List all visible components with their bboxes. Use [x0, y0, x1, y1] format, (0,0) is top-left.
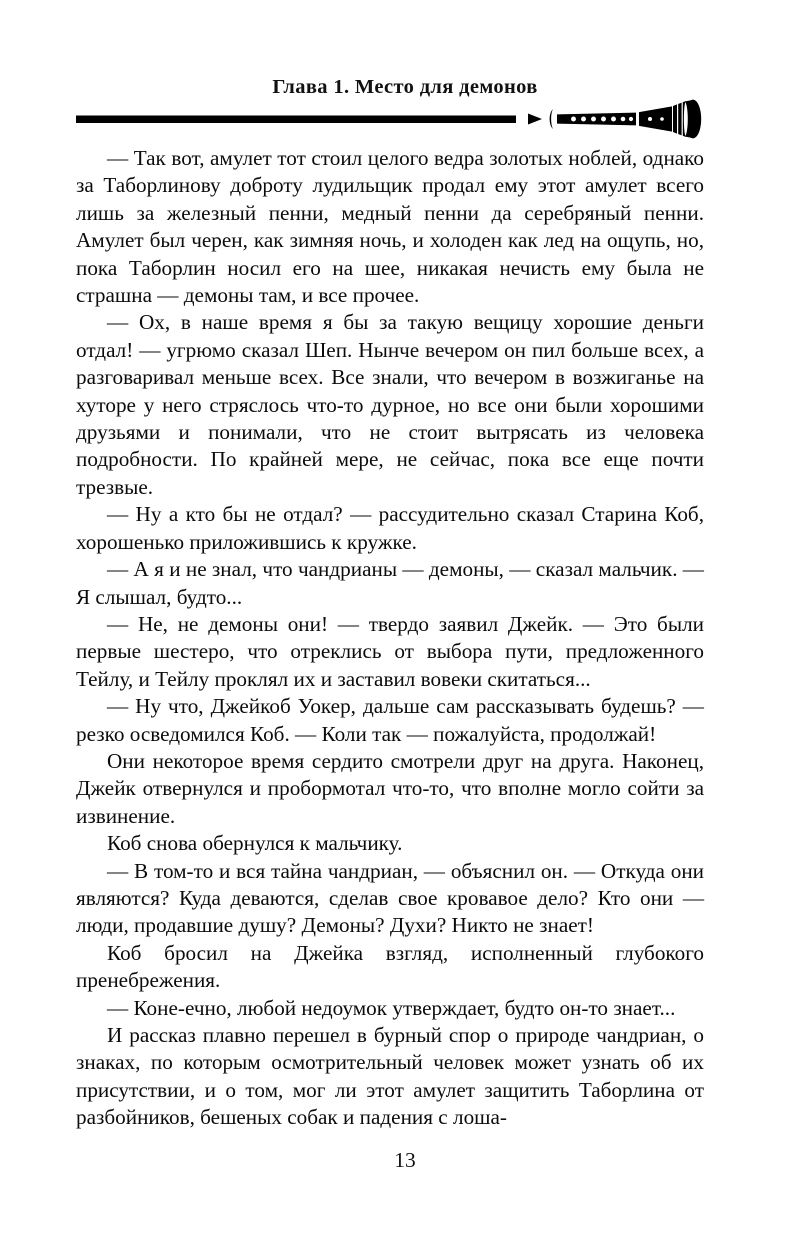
paragraph: — Так вот, амулет тот стоил целого ведра золотых ноблей, однако за Таборлинову доброту лудильщик продал ему этот амулет всего лишь за железный пенни, медный пенни да серебряный пенни. Амулет был черен, как зимняя ночь, и холоден как лед на ощупь, но, пока Таборлин носил его на шее, никакая нечисть ему была не страшна — демоны там, и все прочее.	[76, 146, 704, 308]
paragraph: И рассказ плавно перешел в бурный спор о природе чандриан, о знаках, по которым осмотрительный человек может узнать об их присутствии, и о том, мог ли этот амулет защитить Таборлина от разбойников, бешеных собак и падения с лоша-	[76, 1023, 704, 1130]
paragraph: — А я и не знал, что чандрианы — демоны, — сказал мальчик. — Я слышал, будто...	[76, 557, 704, 609]
paragraph: — Ну а кто бы не отдал? — рассудительно сказал Старина Коб, хорошенько приложившись к кружке.	[76, 502, 704, 554]
paragraph: Коб бросил на Джейка взгляд, исполненный глубокого пренебрежения.	[76, 940, 704, 993]
paragraph: — Не, не демоны они! — твердо заявил Джейк. — Это были первые шестеро, что отреклись от выбора пути, предложенного Тейлу, и Тейлу проклял их и заставил вовеки скитаться...	[76, 611, 704, 691]
body-text-column	[76, 145, 704, 1132]
woodwind-instrument-rule-ornament	[76, 96, 704, 142]
paragraph: — В том-то и вся тайна чандриан, — объяснил он. — Откуда они являются? Куда деваются, сделав свое кровавое дело? Кто они — люди, продавшие душу? Демоны? Духи? Никто не знает!	[76, 858, 704, 938]
paragraph: — Ну что, Джейкоб Уокер, дальше сам рассказывать будешь? — резко осведомился Коб. — Коли так — пожалуйста, продолжай!	[76, 694, 704, 746]
paragraph: Коб снова обернулся к мальчику.	[107, 831, 403, 856]
paragraph: — Ох, в наше время я бы за такую вещицу хорошие деньги отдал! — угрюмо сказал Шеп. Нынче вечером он пил больше всех, а разговаривал меньше всех. Все знали, что вечером в возжиганье на хуторе у него стряслось что-то дурное, но все они были хорошими друзьями и понимали, что не стоит вытрясать из человека подробности. По крайней мере, не сейчас, пока все еще почти трезвые.	[76, 310, 704, 499]
page-number: 13	[394, 1148, 416, 1172]
chapter-running-head: Глава 1. Место для демонов	[272, 76, 538, 98]
paragraph: — Коне-ечно, любой недоумок утверждает, будто он-то знает...	[107, 995, 676, 1020]
paragraph: Они некоторое время сердито смотрели друг на друга. Наконец, Джейк отвернулся и пробормотал что-то, что вполне могло сойти за извинение.	[76, 748, 704, 828]
